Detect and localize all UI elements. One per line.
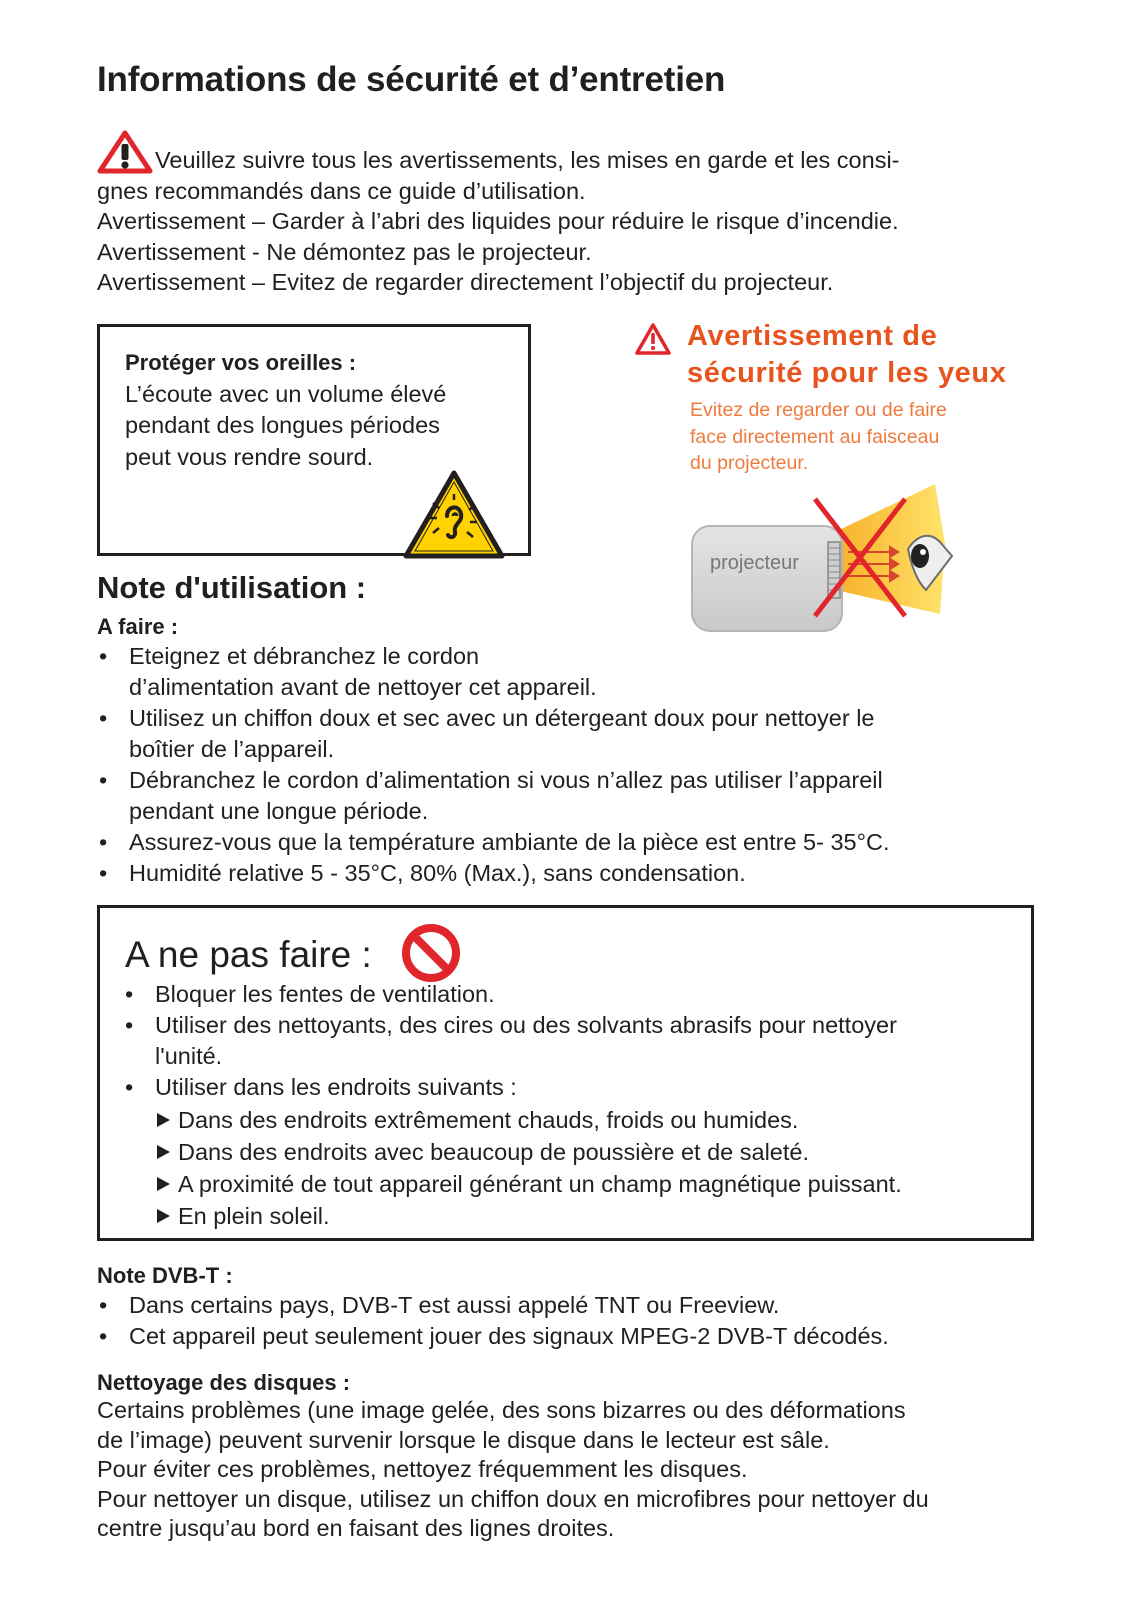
list-item: • Eteignez et débranchez le cordon d’alimentation avant de nettoyer cet appareil. — [99, 643, 597, 700]
dont-heading: A ne pas faire : — [125, 934, 372, 975]
eye-warning-text: Evitez de regarder ou de faire face directement au faisceau du projecteur. — [690, 399, 947, 474]
projector-label: projecteur — [710, 552, 799, 574]
warning-triangle-icon — [634, 322, 672, 356]
list-item: • Utilisez un chiffon doux et sec avec un détergeant doux pour nettoyer le boîtier de l’appareil. — [99, 705, 875, 762]
arrow-right-icon — [157, 1177, 170, 1191]
list-item: • Humidité relative 5 - 35°C, 80% (Max.), sans condensation. — [99, 860, 746, 886]
dvbt-list — [97, 1290, 1057, 1352]
dont-places-list — [154, 1104, 902, 1232]
list-item: Dans des endroits avec beaucoup de poussière et de saleté. — [154, 1136, 902, 1168]
arrow-right-icon — [157, 1209, 170, 1223]
list-item: • Cet appareil peut seulement jouer des signaux MPEG-2 DVB-T décodés. — [99, 1323, 889, 1349]
intro-line: Avertissement - Ne démontez pas le projecteur. — [97, 238, 592, 265]
arrow-right-icon — [157, 1113, 170, 1127]
dont-box — [97, 905, 1034, 1241]
list-item: • Assurez-vous que la température ambiante de la pièce est entre 5- 35°C. — [99, 829, 890, 855]
list-item: • Bloquer les fentes de ventilation. — [125, 981, 495, 1007]
warning-triangle-icon — [97, 130, 153, 174]
list-item: • Dans certains pays, DVB-T est aussi appelé TNT ou Freeview. — [99, 1292, 780, 1318]
hearing-warning-icon — [403, 470, 505, 560]
intro-line: Avertissement – Garder à l’abri des liquides pour réduire le risque d’incendie. — [97, 208, 899, 234]
ear-protection-line: pendant des longues périodes — [125, 412, 440, 438]
usage-note-heading: Note d'utilisation : — [97, 570, 367, 605]
projector-beam-illustration — [690, 484, 980, 634]
list-item: A proximité de tout appareil générant un champ magnétique puissant. — [154, 1168, 902, 1200]
list-item: • Débranchez le cordon d’alimentation si vous n’allez pas utiliser l’appareil pendant une longue période. — [99, 767, 883, 824]
eye-warning-title: Avertissement de sécurité pour les yeux — [687, 320, 1007, 389]
dont-list — [123, 979, 1023, 1103]
intro-line: Avertissement – Evitez de regarder directement l’objectif du projecteur. — [97, 269, 834, 295]
page-title: Informations de sécurité et d’entretien — [97, 60, 726, 99]
ear-protection-line: L’écoute avec un volume élevé — [125, 380, 447, 407]
dvbt-heading: Note DVB-T : — [97, 1263, 233, 1288]
ear-protection-line: peut vous rendre sourd. — [125, 443, 374, 470]
ear-protection-box — [97, 324, 531, 556]
arrow-right-icon — [157, 1145, 170, 1159]
intro-line: Veuillez suivre tous les avertissements, les mises en garde et les consi- — [97, 130, 1057, 176]
list-item: Dans des endroits extrêmement chauds, froids ou humides. — [154, 1104, 902, 1136]
ear-protection-heading: Protéger vos oreilles : — [125, 350, 357, 375]
cleaning-heading: Nettoyage des disques : — [97, 1370, 351, 1395]
cleaning-text: Certains problèmes (une image gelée, des sons bizarres ou des déformations de l’image) peuvent survenir lorsque le disque dans le lecteur est sâle. Pour éviter ces problèmes, nettoyez fréquemment les disques. Pour nettoyer un disque, utilisez un chiffon doux en microfibres pour nettoyer du centre jusqu’au bord en faisant des lignes droites. — [97, 1397, 929, 1541]
intro-line: gnes recommandés dans ce guide d’utilisation. — [97, 177, 586, 204]
intro-warnings — [97, 130, 1057, 298]
no-entry-icon — [401, 923, 461, 983]
ear-protection-text — [125, 347, 505, 473]
do-heading: A faire : — [97, 614, 179, 639]
list-item: • Utiliser dans les endroits suivants : — [125, 1074, 517, 1100]
list-item: • Utiliser des nettoyants, des cires ou des solvants abrasifs pour nettoyer l'unité. — [125, 1012, 897, 1069]
list-item: En plein soleil. — [154, 1200, 902, 1232]
do-list — [97, 641, 1057, 889]
